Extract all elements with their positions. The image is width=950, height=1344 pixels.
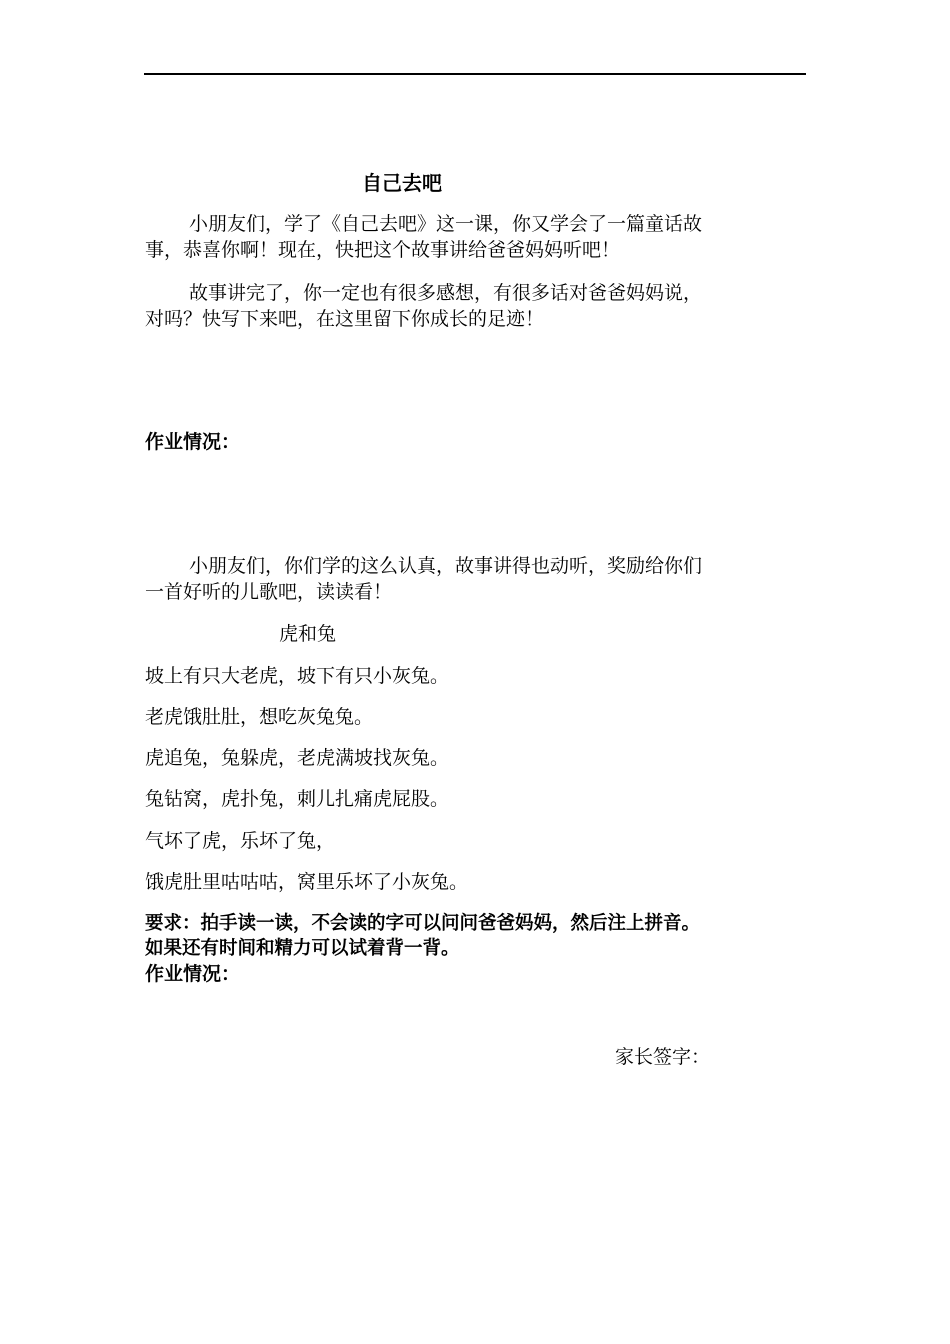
poem-line: 气坏了虎，乐坏了兔，: [145, 830, 336, 852]
poem-title: 虎和兔: [279, 623, 337, 645]
lesson-title: 自己去吧: [362, 171, 442, 195]
reward-paragraph-line-2: 一首好听的儿歌吧，读读看！: [145, 581, 393, 603]
header-rule: [144, 73, 806, 75]
prompt-paragraph-line-1: 故事讲完了，你一定也有很多感想，有很多话对爸爸妈妈说，: [189, 282, 703, 304]
intro-paragraph-line-1: 小朋友们，学了《自己去吧》这一课，你又学会了一篇童话故: [189, 213, 703, 235]
poem-line: 兔钻窝，虎扑兔，刺儿扎痛虎屁股。: [145, 788, 450, 810]
homework-status-label: 作业情况：: [145, 431, 241, 453]
homework-status-label-2: 作业情况：: [145, 963, 241, 985]
reward-paragraph-line-1: 小朋友们，你们学的这么认真，故事讲得也动听，奖励给你们: [189, 555, 703, 577]
prompt-paragraph-line-2: 对吗？快写下来吧，在这里留下你成长的足迹！: [145, 308, 545, 330]
intro-paragraph-line-2: 事，恭喜你啊！现在，快把这个故事讲给爸爸妈妈听吧！: [145, 239, 621, 261]
poem-line: 饿虎肚里咕咕咕，窝里乐坏了小灰兔。: [145, 871, 469, 893]
poem-line: 虎追兔，兔躲虎，老虎满坡找灰兔。: [145, 747, 450, 769]
poem-line: 坡上有只大老虎，坡下有只小灰兔。: [145, 665, 450, 687]
requirement-line-1: 要求：拍手读一读，不会读的字可以问问爸爸妈妈，然后注上拼音。: [145, 913, 701, 934]
poem-line: 老虎饿肚肚，想吃灰兔兔。: [145, 706, 374, 728]
requirement-line-2: 如果还有时间和精力可以试着背一背。: [145, 938, 460, 959]
parent-signature-label: 家长签字：: [615, 1046, 711, 1068]
